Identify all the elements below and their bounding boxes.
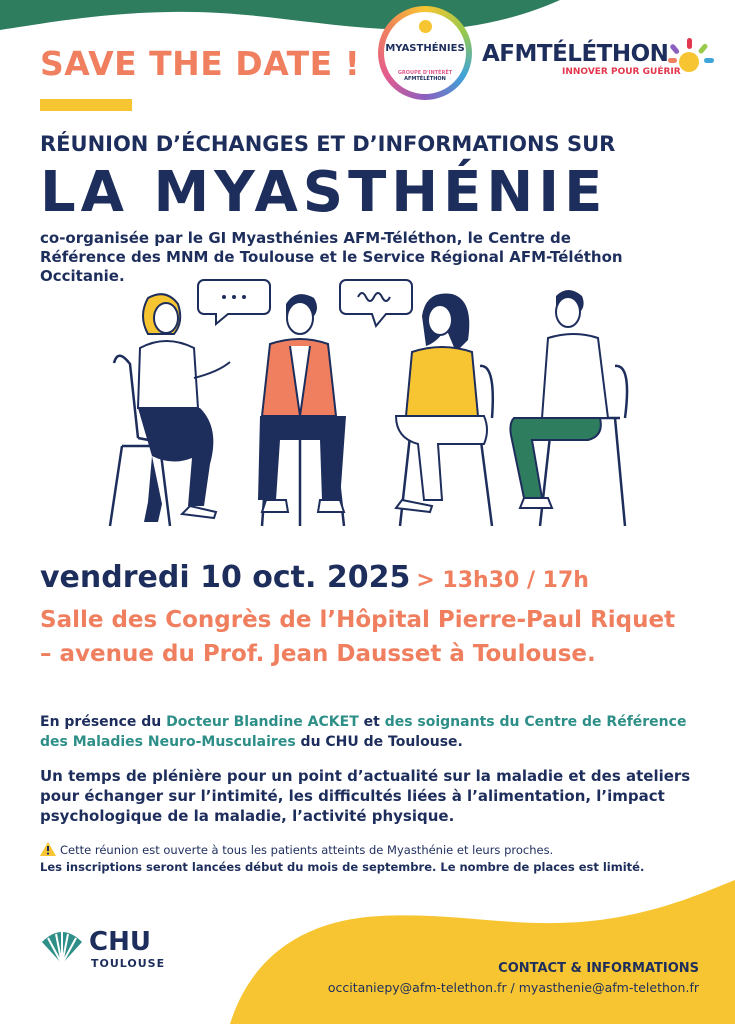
myasthenies-logo-subtitle: GROUPE D'INTÉRÊT AFMTÉLÉTHON: [397, 70, 453, 82]
notice-open-text: Cette réunion est ouverte à tous les patients atteints de Myasthénie et leurs proches.: [60, 843, 554, 857]
speech-bubble-wave-icon: [340, 280, 412, 326]
person-woman-blonde: [138, 294, 230, 522]
chu-toulouse-logo: [40, 927, 166, 972]
afm-sun-icon: [668, 36, 714, 82]
person-woman-yellow-top: [396, 293, 487, 512]
doctor-name: Docteur Blandine ACKET: [166, 714, 359, 730]
myasthenies-logo-title: MYASTHÉNIES: [385, 43, 465, 54]
presence-text: En présence du Docteur Blandine ACKET et des soignants du Centre de Référence des Maladies Neuro-Musculaires du CHU de Toulouse.: [40, 714, 687, 750]
save-the-date-heading: SAVE THE DATE !: [40, 44, 361, 83]
event-subtitle: RÉUNION D’ÉCHANGES ET D’INFORMATIONS SUR: [40, 132, 616, 156]
notice-block: [40, 842, 720, 876]
accent-bar: [40, 99, 132, 111]
afm-telethon-logo: [482, 41, 681, 77]
discussion-group-illustration: [100, 268, 640, 533]
event-title: LA MYASTHÉNIE: [40, 160, 608, 225]
event-time: > 13h30 / 17h: [416, 568, 589, 593]
speech-bubble-dots-icon: [198, 280, 270, 324]
top-wave-decoration: [0, 0, 735, 40]
care-team: des soignants du Centre de Référence des Maladies Neuro-Musculaires: [40, 714, 687, 750]
event-date: vendredi 10 oct. 2025: [40, 560, 411, 595]
event-date-time: [40, 560, 589, 595]
afm-logo-tagline: INNOVER POUR GUÉRIR: [562, 67, 681, 77]
afm-logo-title: AFMTÉLÉTHON: [482, 41, 669, 67]
contact-emails[interactable]: occitaniepy@afm-telethon.fr / myasthenie@afm-telethon.fr: [327, 980, 699, 995]
notice-registration-text: Les inscriptions seront lancées début du mois de septembre. Le nombre de places est limité.: [40, 860, 645, 874]
program-description: Un temps de plénière pour un point d’actualité sur la maladie et des ateliers pour échanger sur l’intimité, les difficultés liées à l’alimentation, l’impact psychologique de la maladie, l’activité physique.: [40, 767, 691, 825]
chu-logo-subtitle: TOULOUSE: [91, 957, 166, 970]
event-venue: Salle des Congrès de l’Hôpital Pierre-Paul Riquet – avenue du Prof. Jean Dausset à Toulouse.: [40, 607, 676, 667]
shell-icon: [40, 928, 84, 968]
contact-heading: CONTACT & INFORMATIONS: [498, 961, 699, 976]
co-organizers-text: co-organisée par le GI Myasthénies AFM-Téléthon, le Centre de Référence des MNM de Toulouse et le Service Régional AFM-Téléthon Occitanie.: [40, 229, 623, 285]
person-man-orange-jacket: [258, 294, 346, 512]
sun-icon: [419, 20, 432, 33]
myasthenies-logo: [378, 6, 472, 100]
person-man-green-trousers: [510, 290, 608, 508]
chu-logo-title: CHU: [89, 927, 151, 957]
warning-icon: [40, 842, 56, 856]
